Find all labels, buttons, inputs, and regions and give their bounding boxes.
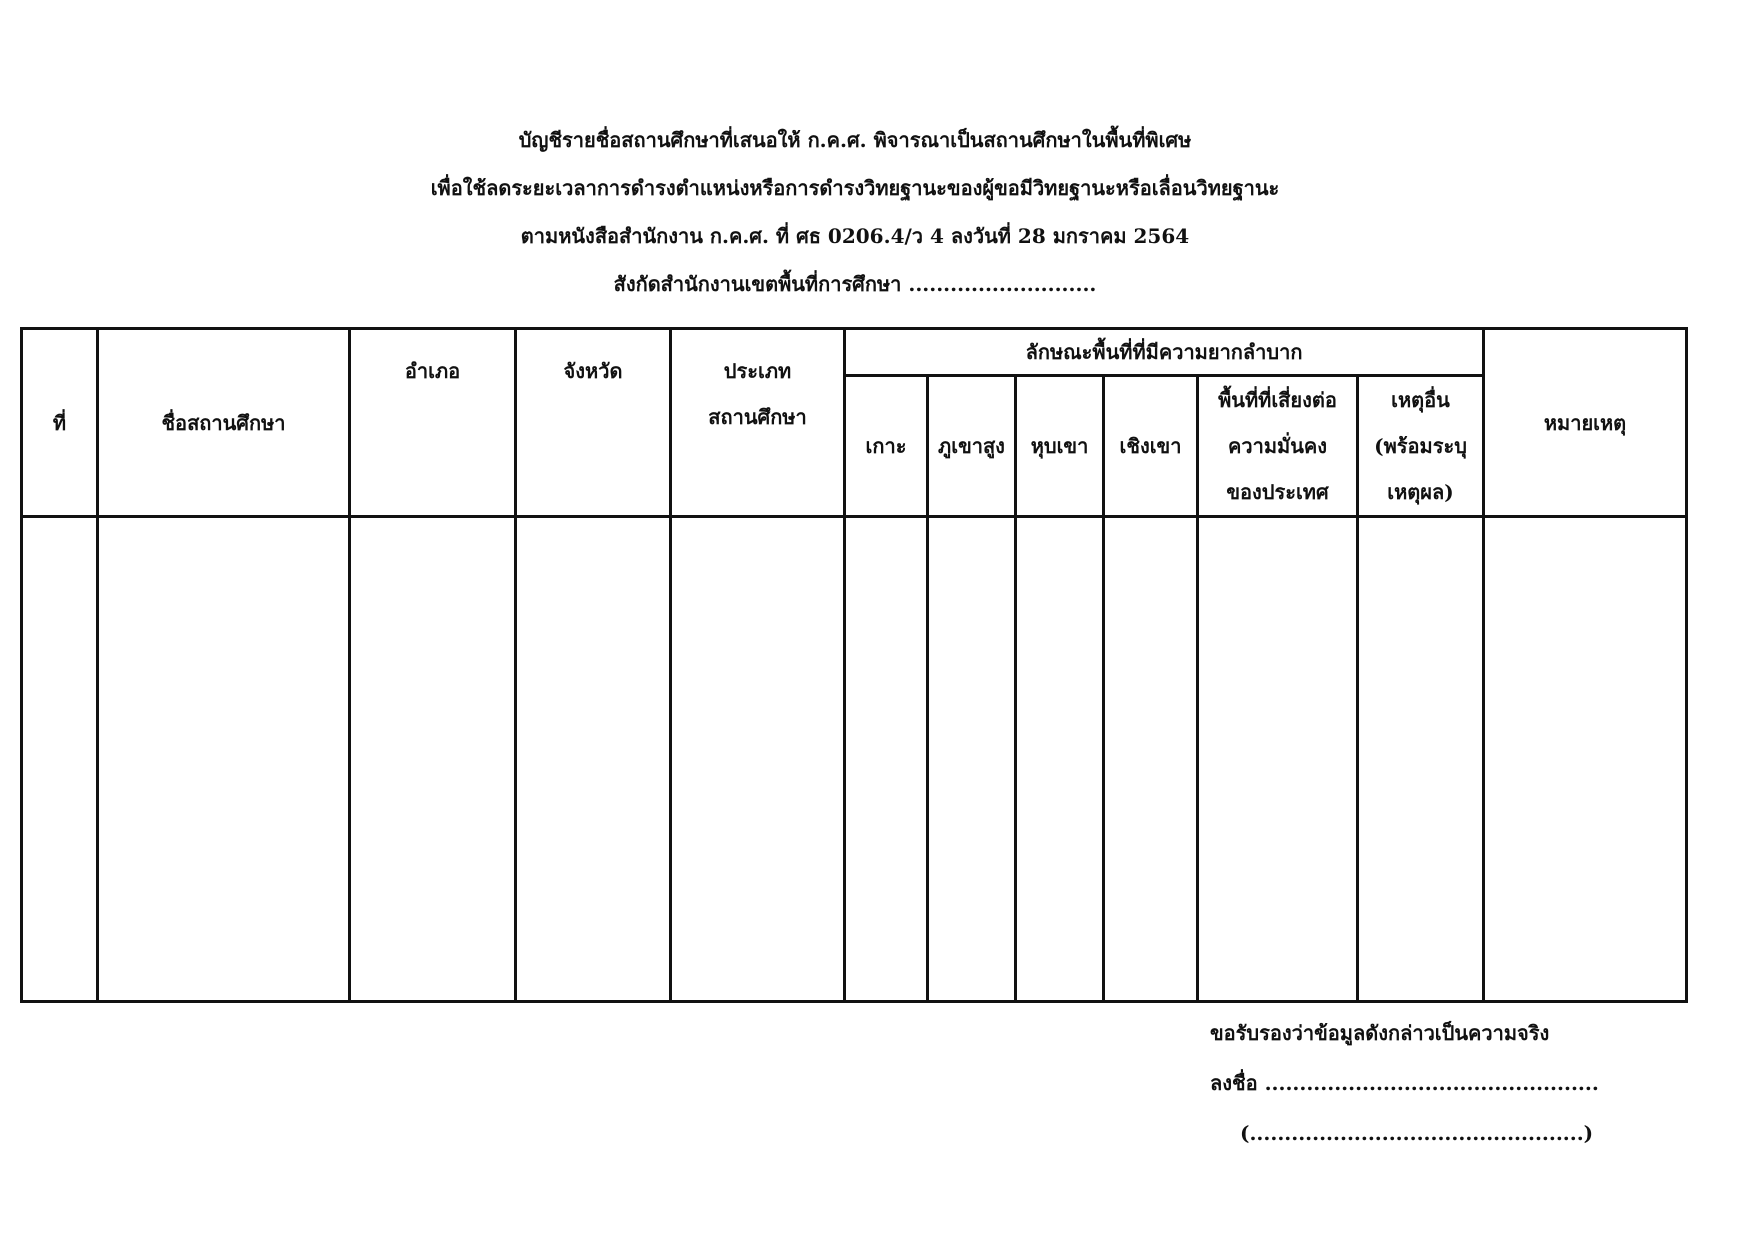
header-other-reason xyxy=(1358,376,1484,517)
header-school-type-line-2: สถานศึกษา xyxy=(708,405,807,429)
certification-statement: ขอรับรองว่าข้อมูลดังกล่าวเป็นความจริง xyxy=(1210,1021,1550,1045)
cell-other-reason xyxy=(1358,517,1484,1002)
cell-valley xyxy=(1016,517,1104,1002)
title-line-3: ตามหนังสือสำนักงาน ก.ค.ศ. ที่ ศธ 0206.4/ว 4 ลงวันที่ 28 มกราคม 2564 xyxy=(520,224,1190,248)
cell-foothill xyxy=(1104,517,1198,1002)
certification-block xyxy=(1210,1008,1599,1158)
cell-school-name xyxy=(98,517,350,1002)
title-line-1: บัญชีรายชื่อสถานศึกษาที่เสนอให้ ก.ค.ศ. พิจารณาเป็นสถานศึกษาในพื้นที่พิเศษ xyxy=(518,128,1192,152)
header-remarks: หมายเหตุ xyxy=(1484,329,1687,517)
header-island: เกาะ xyxy=(845,376,928,517)
title-line-4: สังกัดสำนักงานเขตพื้นที่การศึกษา ........................... xyxy=(613,272,1097,296)
cell-school-type xyxy=(671,517,845,1002)
cell-highland xyxy=(928,517,1016,1002)
signer-name-line: (................................................) xyxy=(1240,1121,1594,1145)
header-highland: ภูเขาสูง xyxy=(928,376,1016,517)
header-other-reason-line-1: เหตุอื่น xyxy=(1391,388,1450,412)
header-other-reason-line-3: เหตุผล) xyxy=(1387,480,1454,504)
cell-province xyxy=(516,517,671,1002)
header-no: ที่ xyxy=(22,329,98,517)
title-line-2: เพื่อใช้ลดระยะเวลาการดำรงตำแหน่งหรือการดำรงวิทยฐานะของผู้ขอมีวิทยฐานะหรือเลื่อนวิทยฐานะ xyxy=(430,176,1280,200)
cell-no xyxy=(22,517,98,1002)
table-row xyxy=(22,517,1687,1002)
header-security-risk xyxy=(1198,376,1358,517)
header-district: อำเภอ xyxy=(350,329,516,517)
signature-line: ลงชื่อ ................................................ xyxy=(1210,1071,1599,1095)
header-security-risk-line-2: ความมั่นคง xyxy=(1227,434,1328,458)
header-province: จังหวัด xyxy=(516,329,671,517)
header-hardship-area-group: ลักษณะพื้นที่ที่มีความยากลำบาก xyxy=(845,329,1484,376)
cell-security-risk xyxy=(1198,517,1358,1002)
header-security-risk-line-1: พื้นที่ที่เสี่ยงต่อ xyxy=(1218,388,1337,412)
header-other-reason-line-2: (พร้อมระบุ xyxy=(1374,434,1467,458)
header-school-type xyxy=(671,329,845,517)
header-security-risk-line-3: ของประเทศ xyxy=(1226,480,1329,504)
header-foothill: เชิงเขา xyxy=(1104,376,1198,517)
cell-remarks xyxy=(1484,517,1687,1002)
header-school-type-line-1: ประเภท xyxy=(723,359,792,383)
cell-district xyxy=(350,517,516,1002)
header-school-name: ชื่อสถานศึกษา xyxy=(98,329,350,517)
cell-island xyxy=(845,517,928,1002)
document-title-block xyxy=(0,116,1710,308)
header-valley: หุบเขา xyxy=(1016,376,1104,517)
school-list-table xyxy=(20,327,1688,1003)
